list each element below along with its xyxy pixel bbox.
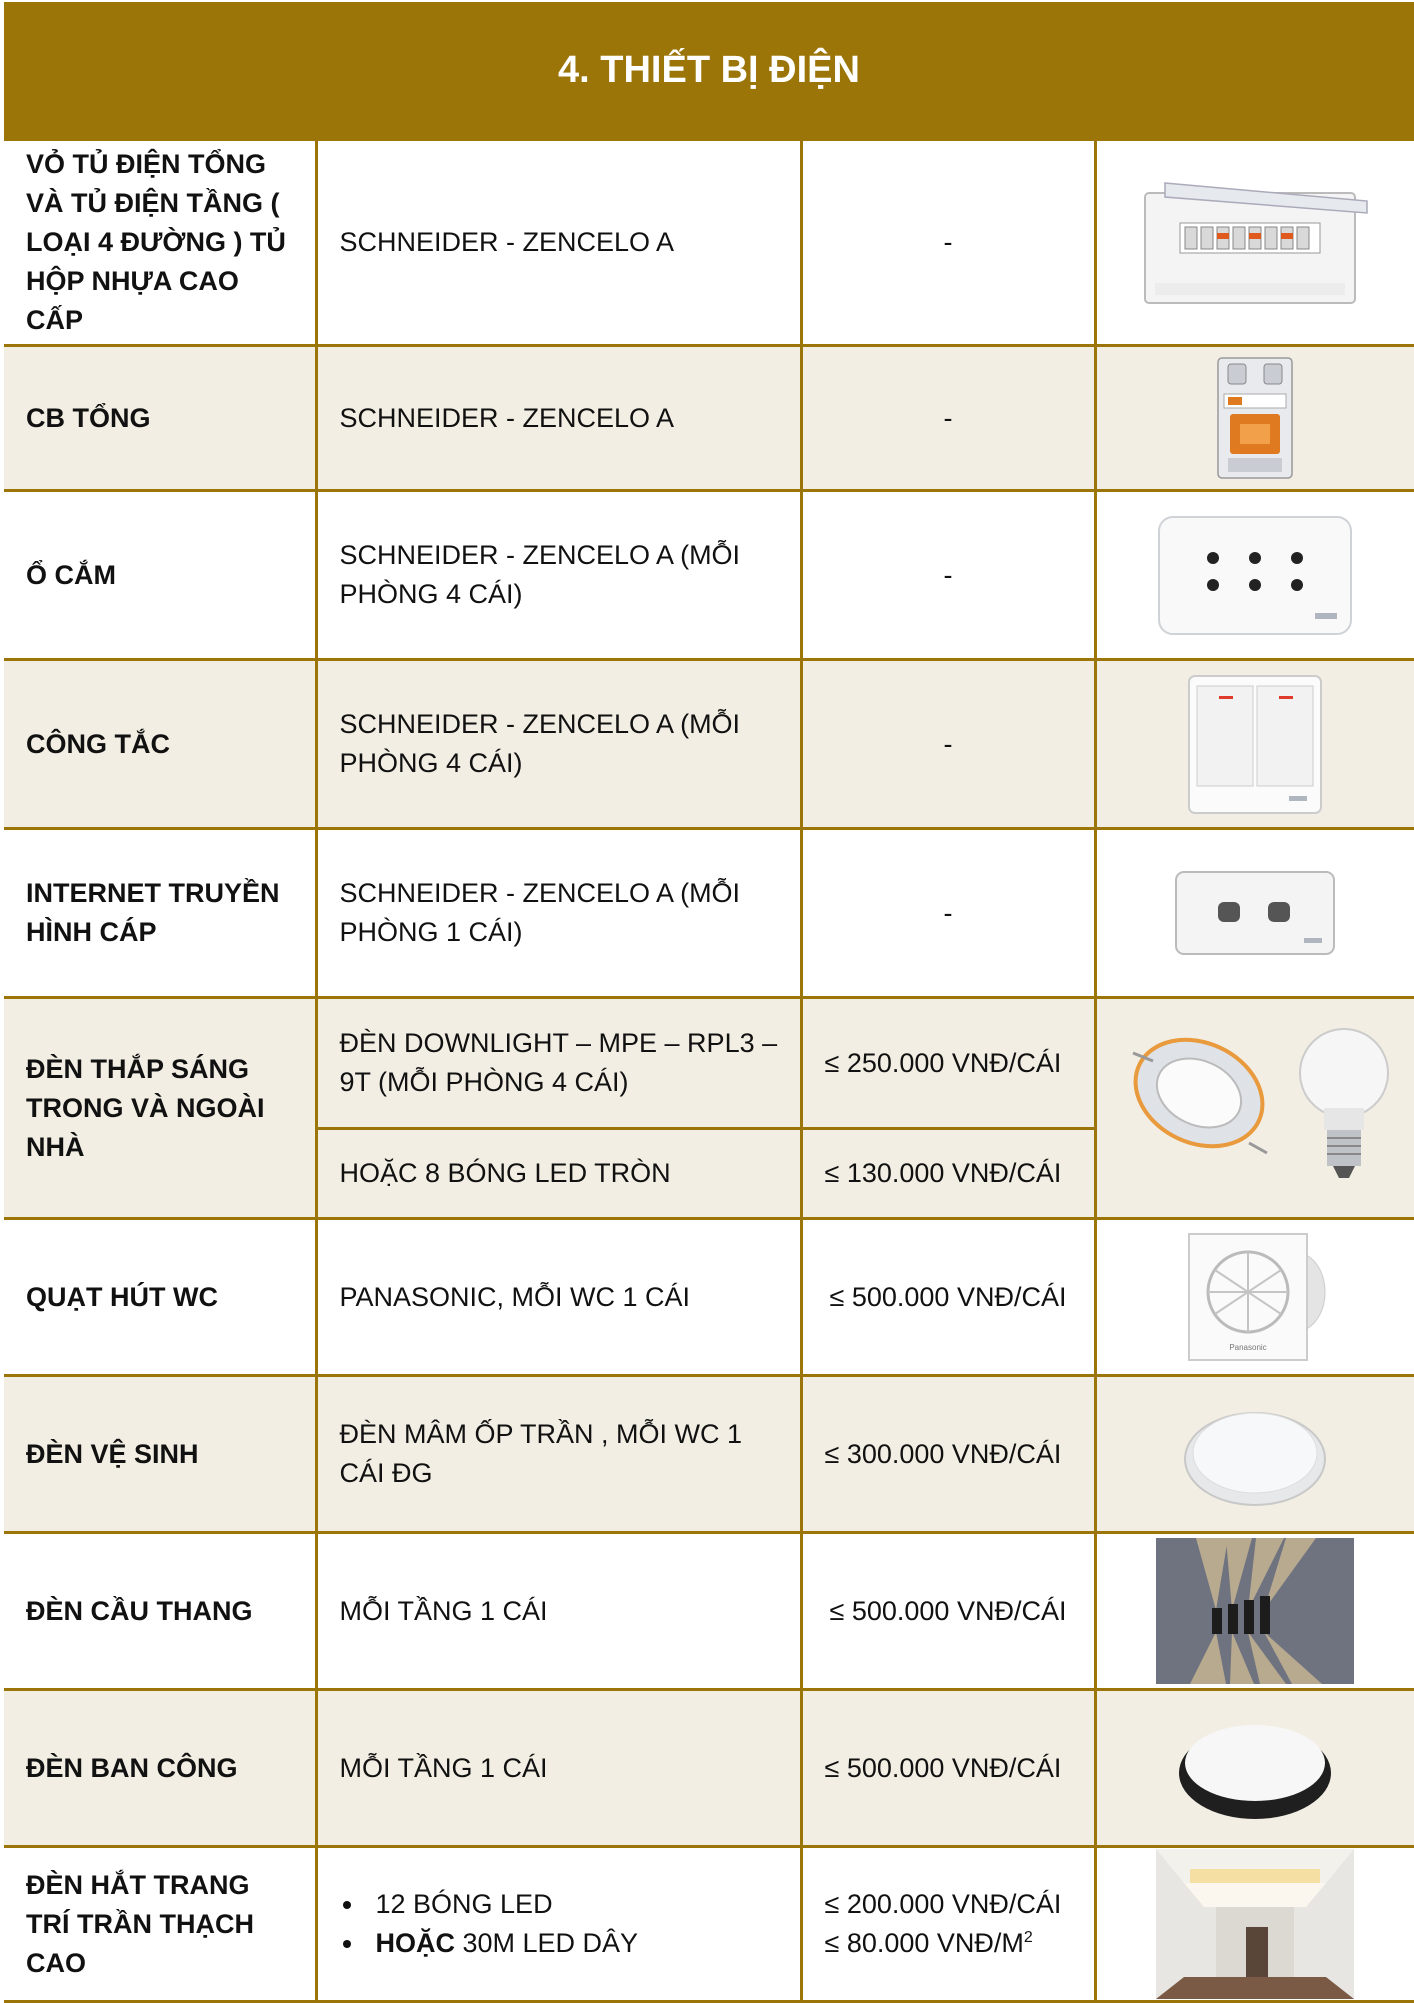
table-row [4, 140, 1414, 346]
item-spec [316, 1847, 801, 2002]
item-price: ≤ 500.000 VNĐ/CÁI [801, 1533, 1095, 1690]
round-ceiling-light-icon [1095, 1690, 1414, 1847]
item-spec: SCHNEIDER - ZENCELO A [316, 346, 801, 491]
power-socket-icon [1095, 491, 1414, 660]
item-price: - [801, 660, 1095, 829]
downlight-and-bulb-icon [1095, 998, 1414, 1219]
item-price: - [801, 346, 1095, 491]
item-price [801, 1847, 1095, 2002]
section-title: 4. THIẾT BỊ ĐIỆN [558, 48, 860, 91]
item-price: ≤ 130.000 VNĐ/CÁI [801, 1129, 1095, 1219]
item-price: - [801, 829, 1095, 998]
item-name: QUẠT HÚT WC [4, 1219, 316, 1376]
item-price: - [801, 140, 1095, 346]
light-switch-icon [1095, 660, 1414, 829]
item-name: ĐÈN BAN CÔNG [4, 1690, 316, 1847]
table-row [4, 1690, 1414, 1847]
item-price: ≤ 250.000 VNĐ/CÁI [801, 998, 1095, 1129]
bullet-text: 30M LED DÂY [455, 1928, 639, 1958]
item-price: ≤ 300.000 VNĐ/CÁI [801, 1376, 1095, 1533]
table-row [4, 346, 1414, 491]
table-row [4, 1847, 1414, 2002]
exhaust-fan-icon [1095, 1219, 1414, 1376]
item-name: CB TỔNG [4, 346, 316, 491]
table-row [4, 1376, 1414, 1533]
item-name: ĐÈN VỆ SINH [4, 1376, 316, 1533]
item-spec: ĐÈN DOWNLIGHT – MPE – RPL3 – 9T (MỖI PHÒNG 4 CÁI) [316, 998, 801, 1129]
cove-lighting-room-icon [1095, 1847, 1414, 2002]
fan-brand-label: Panasonic [1229, 1342, 1267, 1352]
list-item [366, 1924, 778, 1963]
item-spec: HOẶC 8 BÓNG LED TRÒN [316, 1129, 801, 1219]
price-line: ≤ 200.000 VNĐ/CÁI [824, 1889, 1062, 1919]
item-price: - [801, 491, 1095, 660]
price-per-m2: ≤ 80.000 VNĐ/M [824, 1928, 1024, 1958]
wall-lamp-icon [1095, 1533, 1414, 1690]
table-row [4, 829, 1414, 998]
item-name: ĐÈN THẮP SÁNG TRONG VÀ NGOÀI NHÀ [4, 998, 316, 1219]
section-header [4, 2, 1414, 138]
price-line [825, 1924, 1072, 1963]
item-spec: SCHNEIDER - ZENCELO A (MỖI PHÒNG 1 CÁI) [316, 829, 801, 998]
item-name: INTERNET TRUYỀN HÌNH CÁP [4, 829, 316, 998]
item-price: ≤ 500.000 VNĐ/CÁI [801, 1690, 1095, 1847]
item-spec: SCHNEIDER - ZENCELO A [316, 140, 801, 346]
item-spec: SCHNEIDER - ZENCELO A (MỖI PHÒNG 4 CÁI) [316, 491, 801, 660]
item-price: ≤ 500.000 VNĐ/CÁI [801, 1219, 1095, 1376]
table-row [4, 998, 1414, 1129]
item-spec: ĐÈN MÂM ỐP TRẦN , MỖI WC 1 CÁI ĐG [316, 1376, 801, 1533]
item-name: VỎ TỦ ĐIỆN TỔNG VÀ TỦ ĐIỆN TẦNG ( LOẠI 4 ĐƯỜNG ) TỦ HỘP NHỰA CAO CẤP [4, 140, 316, 346]
item-name: ĐÈN HẮT TRANG TRÍ TRẦN THẠCH CAO [4, 1847, 316, 2002]
superscript: 2 [1023, 1929, 1033, 1946]
bullet-bold-prefix: HOẶC [375, 1928, 455, 1958]
table-row [4, 660, 1414, 829]
table-row [4, 1219, 1414, 1376]
ceiling-light-icon [1095, 1376, 1414, 1533]
table-row [4, 1533, 1414, 1690]
electrical-equipment-table [4, 138, 1414, 2003]
distribution-box-icon [1095, 140, 1414, 346]
item-name: ĐÈN CẦU THANG [4, 1533, 316, 1690]
item-spec: MỖI TẦNG 1 CÁI [316, 1533, 801, 1690]
item-spec: SCHNEIDER - ZENCELO A (MỖI PHÒNG 4 CÁI) [316, 660, 801, 829]
data-outlet-icon [1095, 829, 1414, 998]
item-spec: MỖI TẦNG 1 CÁI [316, 1690, 801, 1847]
table-row [4, 491, 1414, 660]
item-name: Ổ CẮM [4, 491, 316, 660]
item-spec: PANASONIC, MỖI WC 1 CÁI [316, 1219, 801, 1376]
spec-bullet-list [340, 1885, 778, 1963]
circuit-breaker-icon [1095, 346, 1414, 491]
list-item: • 12 BÓNG LED [366, 1885, 778, 1924]
item-name: CÔNG TẮC [4, 660, 316, 829]
